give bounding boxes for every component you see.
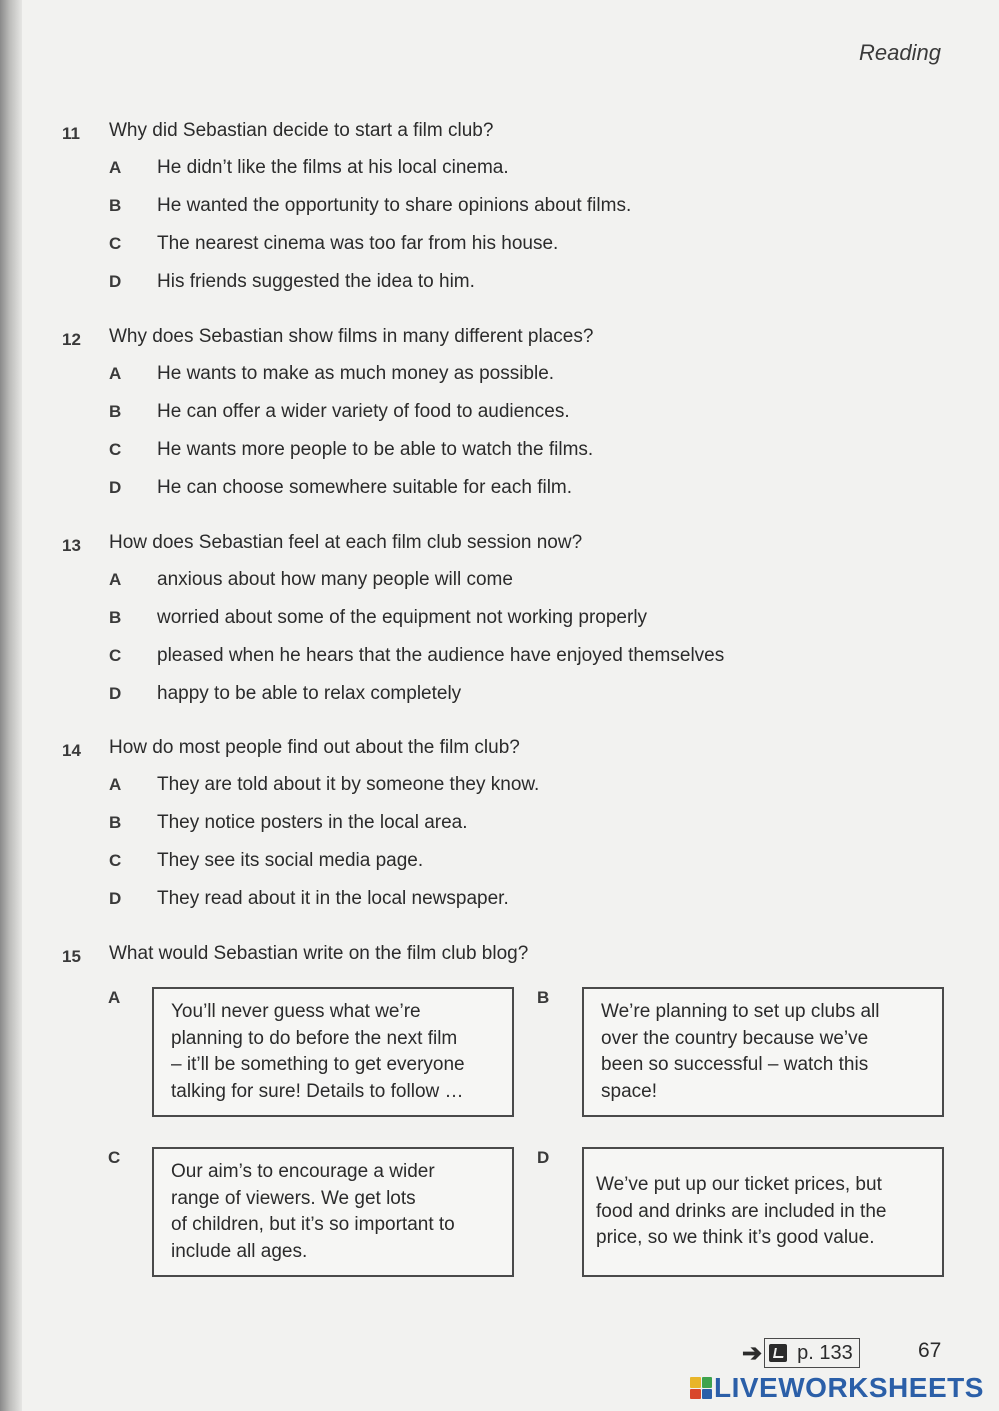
section-label: Reading [859, 40, 941, 65]
option-letter: C [109, 234, 122, 253]
question-text: How do most people find out about the film club? [109, 737, 520, 758]
option-c[interactable] [62, 430, 962, 468]
option-c[interactable] [62, 841, 962, 879]
blog-line: We’re planning to set up clubs all [601, 1001, 880, 1022]
blog-line: over the country because we’ve [601, 1027, 869, 1049]
blog-line: – it’ll be something to get everyone [171, 1054, 465, 1075]
page-number: 67 [918, 1339, 942, 1362]
option-text: They notice posters in the local area. [157, 812, 468, 833]
option-d[interactable] [62, 674, 962, 712]
option-a[interactable] [62, 148, 962, 186]
option-letter: C [109, 646, 122, 665]
book-spine-shadow [0, 0, 22, 1411]
notebook-icon [769, 1344, 787, 1362]
option-text: happy to be able to relax completely [157, 683, 462, 704]
reference-box [764, 1338, 860, 1368]
cross-reference [742, 1336, 860, 1370]
blog-letter-c: C [108, 1148, 121, 1167]
option-text: pleased when he hears that the audience have enjoyed themselves [157, 645, 725, 666]
blog-line: price, so we think it’s good value. [596, 1227, 875, 1249]
blog-line: range of viewers. We get lots [171, 1187, 416, 1209]
option-a[interactable] [62, 560, 962, 598]
option-text: His friends suggested the idea to him. [157, 271, 475, 292]
question-14 [62, 737, 962, 917]
question-12 [62, 326, 962, 506]
option-text: anxious about how many people will come [157, 569, 513, 590]
option-text: The nearest cinema was too far from his house. [157, 233, 559, 254]
option-b[interactable] [62, 392, 962, 430]
option-letter: B [109, 813, 122, 832]
option-letter: B [109, 608, 122, 627]
blog-line: You’ll never guess what we’re [171, 1001, 421, 1022]
blog-line: of children, but it’s so important to [171, 1214, 455, 1235]
option-b[interactable] [62, 186, 962, 224]
blog-line: We’ve put up our ticket prices, but [596, 1174, 882, 1196]
option-a[interactable] [62, 354, 962, 392]
blog-letter-d: D [537, 1148, 550, 1167]
option-letter: D [109, 684, 122, 703]
blog-line: space! [601, 1080, 657, 1102]
option-letter: D [109, 272, 122, 291]
option-letter: A [109, 775, 122, 794]
blog-line: been so successful – watch this [601, 1054, 869, 1075]
blog-text [171, 999, 465, 1105]
question-number: 12 [62, 330, 81, 349]
option-b[interactable] [62, 598, 962, 636]
option-text: They see its social media page. [157, 850, 424, 871]
option-letter: A [109, 570, 122, 589]
option-letter: D [109, 478, 122, 497]
blog-option-c[interactable] [152, 1147, 514, 1277]
option-b[interactable] [62, 803, 962, 841]
blog-option-d[interactable] [582, 1147, 944, 1277]
blog-line: include all ages. [171, 1240, 308, 1262]
option-letter: C [109, 440, 122, 459]
option-text: He can choose somewhere suitable for each film. [157, 477, 573, 498]
option-letter: A [109, 364, 122, 383]
question-text: Why did Sebastian decide to start a film club? [109, 120, 494, 141]
option-c[interactable] [62, 636, 962, 674]
option-text: He wants to make as much money as possible. [157, 363, 555, 384]
option-text: worried about some of the equipment not working properly [157, 607, 648, 628]
question-number: 15 [62, 947, 81, 966]
question-13 [62, 532, 962, 712]
blog-letter-a: A [108, 988, 121, 1007]
option-text: He wants more people to be able to watch the films. [157, 439, 594, 460]
reference-page: p. 133 [797, 1341, 853, 1364]
blog-line: talking for sure! Details to follow … [171, 1080, 464, 1102]
blog-line: Our aim’s to encourage a wider [171, 1161, 435, 1182]
question-11 [62, 120, 962, 300]
option-letter: A [109, 158, 122, 177]
blog-option-b[interactable] [582, 987, 944, 1117]
blog-letter-b: B [537, 988, 550, 1007]
question-number: 14 [62, 741, 81, 760]
option-text: They read about it in the local newspaper. [157, 888, 509, 909]
blog-text [601, 999, 879, 1105]
blog-text [596, 1172, 886, 1252]
option-text: He can offer a wider variety of food to audiences. [157, 401, 570, 422]
option-d[interactable] [62, 262, 962, 300]
blog-line: planning to do before the next film [171, 1027, 458, 1049]
arrow-right-icon: ➔ [742, 1339, 763, 1367]
option-letter: B [109, 196, 122, 215]
question-text: Why does Sebastian show films in many different places? [109, 326, 594, 347]
blog-option-a[interactable] [152, 987, 514, 1117]
liveworksheets-watermark [690, 1372, 984, 1404]
question-text: How does Sebastian feel at each film club session now? [109, 532, 583, 553]
option-a[interactable] [62, 765, 962, 803]
option-letter: D [109, 889, 122, 908]
option-text: He wanted the opportunity to share opinions about films. [157, 195, 632, 216]
option-d[interactable] [62, 879, 962, 917]
blog-text [171, 1159, 455, 1265]
option-letter: B [109, 402, 122, 421]
watermark-text: LIVEWORKSHEETS [714, 1372, 984, 1403]
option-text: He didn’t like the films at his local cinema. [157, 157, 509, 178]
blog-line: food and drinks are included in the [596, 1200, 887, 1222]
question-number: 11 [62, 124, 80, 143]
question-number: 13 [62, 536, 81, 555]
option-letter: C [109, 851, 122, 870]
liveworksheets-logo-icon [690, 1377, 712, 1399]
question-text: What would Sebastian write on the film club blog? [109, 943, 529, 964]
question-15 [62, 943, 962, 971]
option-c[interactable] [62, 224, 962, 262]
option-d[interactable] [62, 468, 962, 506]
option-text: They are told about it by someone they know. [157, 774, 540, 795]
